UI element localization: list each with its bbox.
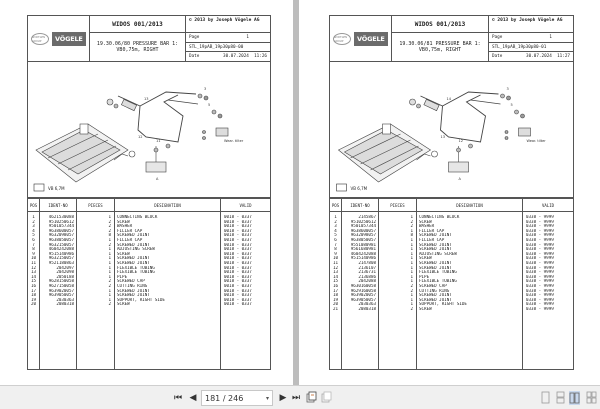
table-cell: 0338 - 9999: [526, 242, 554, 247]
table-cell: 1: [108, 215, 111, 219]
table-cell: 18: [30, 293, 37, 298]
table-cell: SCREW: [117, 251, 130, 256]
table-cell: 1: [410, 279, 413, 284]
table-cell: 0338 - 9999: [526, 251, 554, 256]
doc-title: WIDOS 001/2013: [90, 16, 186, 32]
page-number-input[interactable]: [201, 390, 273, 406]
chevron-down-icon[interactable]: ▾: [265, 394, 269, 402]
table-cell: 0018 - 0337: [224, 224, 252, 229]
table-cell: 9632098057: [350, 233, 376, 238]
table-cell: 2: [108, 228, 111, 233]
table-cell: SCREWED JOINT: [117, 293, 150, 298]
table-cell: 1: [108, 237, 111, 242]
svg-text:VB 6,7M: VB 6,7M: [48, 186, 65, 191]
table-cell: SCREWED JOINT: [117, 242, 150, 247]
table-cell: 1: [410, 293, 413, 298]
table-cell: 2030363: [358, 302, 376, 307]
table-cell: ADJUSTING SCREW: [117, 247, 155, 252]
table-cell: 2: [108, 279, 111, 284]
table-cell: SCREW: [419, 256, 432, 261]
table-cell: SCREW: [419, 306, 432, 311]
table-cell: 9501057344: [48, 224, 74, 229]
svg-text:14: 14: [446, 97, 451, 101]
table-cell: 9: [334, 251, 337, 256]
date-value: 30.07.2024: [223, 54, 249, 60]
previous-page-icon[interactable]: ◀: [189, 393, 197, 403]
table-cell: 0338 - 9999: [526, 279, 554, 284]
table-cell: 0018 - 0337: [224, 242, 252, 247]
table-cell: 20: [30, 302, 37, 307]
table-cell: SCREWED JOINT: [117, 260, 150, 265]
svg-text:VB 6,7M: VB 6,7M: [350, 186, 368, 191]
table-cell: 7: [334, 242, 337, 247]
table-cell: SCREWED JOINT: [419, 293, 452, 298]
page-label: Page: [492, 34, 503, 40]
table-cell: 2: [32, 219, 35, 224]
table-cell: 6: [334, 237, 337, 242]
table-cell: 1: [410, 265, 413, 270]
table-cell: CONNECTING BLOCK: [419, 215, 460, 219]
table-cell: 1: [108, 256, 111, 261]
table-cell: 19: [30, 297, 37, 302]
table-cell: SCREWED JOINT: [419, 260, 452, 265]
time-value: 11:26: [254, 54, 267, 60]
table-cell: 2: [410, 283, 413, 288]
two-page-continuous-view-icon[interactable]: [586, 391, 597, 405]
table-cell: FILLER CAP: [419, 237, 445, 242]
table-cell: SCREWED JOINT: [419, 233, 452, 238]
table-cell: 1: [108, 247, 111, 252]
table-cell: 0338 - 9999: [526, 288, 554, 293]
last-page-icon[interactable]: ⏭: [291, 393, 301, 403]
table-cell: 9639020057: [48, 288, 74, 293]
page-value: 1: [246, 34, 249, 40]
table-cell: CUTTING RING: [419, 288, 450, 293]
table-cell: FLEXIBLE TUBING: [117, 270, 155, 275]
table-cell: 9627150058: [48, 283, 74, 288]
table-cell: 0018 - 0337: [224, 288, 252, 293]
table-cell: 8: [334, 247, 337, 252]
table-cell: 0338 - 9999: [526, 233, 554, 238]
table-cell: SCREW: [419, 219, 432, 224]
vogele-logo: VÖGELE: [52, 32, 86, 46]
machine-icon: [337, 184, 368, 191]
svg-text:5: 5: [510, 103, 513, 107]
table-cell: SUPPORT, RIGHT SIDE: [117, 297, 165, 302]
table-cell: 0018 - 0337: [224, 247, 252, 252]
table-cell: 1: [410, 256, 413, 261]
page-left: [0, 0, 293, 385]
next-page-icon[interactable]: ▶: [279, 393, 287, 403]
table-cell: 7: [32, 242, 35, 247]
table-cell: 1: [410, 302, 413, 307]
svg-text:A: A: [156, 177, 159, 181]
svg-text:12: 12: [138, 135, 143, 139]
table-cell: 0018 - 0337: [224, 297, 252, 302]
date-label: Date: [189, 54, 200, 60]
table-cell: CONNECTING BLOCK: [117, 215, 158, 219]
copy-page-icon[interactable]: [306, 391, 317, 404]
table-cell: 5: [32, 233, 35, 238]
table-cell: 0338 - 9999: [526, 228, 554, 233]
table-cell: 2050188: [56, 274, 74, 279]
table-cell: SCREWED JOINT: [117, 233, 150, 238]
table-cell: FLEXIBLE TUBING: [419, 270, 457, 275]
description-line-1: 19.30.06/81 PRESSURE BAR 1:: [399, 40, 481, 47]
table-cell: 9632150057: [48, 256, 74, 261]
table-cell: 2136886: [358, 274, 376, 279]
table-cell: 9: [32, 251, 35, 256]
svg-text:11: 11: [156, 139, 161, 143]
table-cell: 9521180863: [48, 260, 74, 265]
parts-table: [329, 198, 574, 370]
table-cell: 0338 - 9999: [526, 283, 554, 288]
table-cell: 1: [410, 260, 413, 265]
table-cell: 10: [30, 256, 37, 261]
vogele-logo: VÖGELE: [354, 32, 388, 46]
copyright: © 2013 by Joseph Vögele AG: [492, 18, 563, 23]
table-cell: 12: [30, 265, 37, 270]
date-value: 30.07.2024: [526, 54, 552, 60]
table-cell: 1: [108, 270, 111, 275]
table-cell: 1: [334, 215, 337, 219]
table-cell: 14: [332, 274, 339, 279]
copyright: © 2013 by Joseph Vögele AG: [189, 18, 260, 23]
table-cell: PIPE: [117, 274, 128, 279]
table-cell: 9639050057: [350, 297, 376, 302]
table-cell: 2080318: [56, 302, 74, 307]
table-cell: 2: [410, 224, 413, 229]
table-cell: 2042097: [56, 265, 74, 270]
table-cell: 1: [108, 288, 111, 293]
navigation-toolbar: [0, 385, 600, 409]
table-cell: 0338 - 9999: [526, 274, 554, 279]
table-cell: 13: [30, 270, 37, 275]
table-cell: 9632150057: [48, 242, 74, 247]
table-cell: 8: [32, 247, 35, 252]
svg-text:A: A: [458, 177, 461, 181]
table-cell: SCREWED JOINT: [419, 265, 452, 270]
table-cell: 17: [332, 288, 339, 293]
table-cell: 0338 - 9999: [526, 256, 554, 261]
table-cell: 0338 - 9999: [526, 265, 554, 270]
page-right: [299, 0, 600, 385]
table-header: [28, 199, 270, 212]
table-cell: 13: [332, 270, 339, 275]
table-cell: SCREWED JOINT: [117, 256, 150, 261]
table-cell: 0338 - 9999: [526, 219, 554, 224]
table-cell: 15: [332, 279, 339, 284]
table-cell: 9638600057: [48, 228, 74, 233]
table-cell: 2042098: [56, 270, 74, 275]
table-cell: SCREWED JOINT: [117, 288, 150, 293]
col-pos: POS: [330, 199, 342, 211]
table-cell: 1: [108, 293, 111, 298]
table-cell: 0018 - 0337: [224, 233, 252, 238]
table-cell: 2080318: [358, 306, 376, 311]
page-label: Page: [189, 34, 200, 40]
table-body: [28, 212, 270, 369]
table-cell: 8: [410, 233, 413, 238]
doc-id: STL_19pAB_19p30p80-00: [189, 44, 244, 50]
table-cell: 0338 - 9999: [526, 306, 554, 311]
title-block: [329, 15, 574, 62]
wirtgen-logo: WIRTGEN GROUP: [31, 33, 49, 45]
table-cell: 1: [410, 251, 413, 256]
table-cell: 0018 - 0337: [224, 260, 252, 265]
table-cell: 2147808: [358, 260, 376, 265]
table-cell: 6: [32, 237, 35, 242]
table-cell: 2: [108, 219, 111, 224]
table-cell: SCREW: [117, 219, 130, 224]
table-cell: 1: [32, 215, 35, 219]
svg-text:13: 13: [144, 97, 149, 101]
table-cell: 0338 - 9999: [526, 302, 554, 307]
logos: [330, 16, 392, 61]
table-cell: 0338 - 9999: [526, 247, 554, 252]
table-cell: 10: [332, 256, 339, 261]
table-header: [330, 199, 573, 212]
table-cell: 2: [410, 306, 413, 311]
table-cell: 9638600057: [350, 228, 376, 233]
table-cell: 11: [332, 260, 339, 265]
page-value: 1: [549, 34, 552, 40]
table-cell: 0018 - 0337: [224, 215, 252, 219]
machine-icon: [34, 184, 65, 191]
pressure-bar-diagram: [330, 62, 574, 198]
table-cell: CUTTING RING: [117, 283, 148, 288]
table-cell: 2145867: [358, 215, 376, 219]
table-cell: 9515140986: [350, 256, 376, 261]
table-cell: 3: [32, 224, 35, 229]
table-cell: 4: [334, 228, 337, 233]
table-cell: 18: [332, 293, 339, 298]
table-cell: 17: [30, 288, 37, 293]
parts-table: [27, 198, 271, 370]
table-cell: 0338 - 9999: [526, 224, 554, 229]
col-valid: VALID: [239, 202, 252, 208]
table-cell: 0018 - 0337: [224, 219, 252, 224]
table-cell: 4: [32, 228, 35, 233]
table-cell: 2136107: [358, 265, 376, 270]
table-cell: ADJUSTING SCREW: [419, 251, 457, 256]
table-cell: PIPE: [419, 274, 430, 279]
table-cell: 9515140986: [48, 251, 74, 256]
table-cell: 0018 - 0337: [224, 228, 252, 233]
table-cell: 11: [30, 260, 37, 265]
table-cell: SUPPORT, RIGHT SIDE: [419, 302, 467, 307]
assembly-description: [90, 33, 186, 61]
date-label: Date: [492, 54, 503, 60]
table-cell: 0018 - 0337: [224, 302, 252, 307]
title-block: [27, 15, 271, 62]
svg-text:Wear. tilter: Wear. tilter: [526, 139, 546, 143]
table-cell: 0018 - 0337: [224, 270, 252, 275]
description-line-1: 19.30.06/80 PRESSURE BAR 1:: [96, 40, 179, 47]
table-cell: 2: [334, 219, 337, 224]
svg-text:3: 3: [204, 87, 207, 91]
col-pos: POS: [28, 199, 40, 211]
table-cell: SCREWED CAP: [419, 283, 447, 288]
single-page-view-icon[interactable]: [540, 391, 551, 405]
table-cell: 0018 - 0337: [224, 265, 252, 270]
table-cell: 12: [332, 265, 339, 270]
table-cell: SCREWED JOINT: [419, 297, 452, 302]
table-cell: 1: [108, 297, 111, 302]
table-cell: 9628150058: [48, 279, 74, 284]
table-cell: 1: [108, 265, 111, 270]
table-cell: 0338 - 9999: [526, 293, 554, 298]
two-page-view-icon[interactable]: [569, 391, 580, 405]
table-cell: FILLER CAP: [117, 237, 143, 242]
table-cell: 1: [410, 237, 413, 242]
table-cell: 0018 - 0337: [224, 293, 252, 298]
table-cell: 1: [410, 270, 413, 275]
table-cell: 0338 - 9999: [526, 260, 554, 265]
table-cell: 0018 - 0337: [224, 279, 252, 284]
table-cell: 1: [108, 260, 111, 265]
table-cell: 9630160058: [350, 283, 376, 288]
table-cell: 0338 - 9999: [526, 270, 554, 275]
table-cell: 0018 - 0337: [224, 283, 252, 288]
continuous-view-icon[interactable]: [555, 391, 566, 405]
table-cell: 0018 - 0337: [224, 256, 252, 261]
table-cell: FLEXIBLE TUBING: [419, 279, 457, 284]
table-cell: FILLER CAP: [117, 228, 143, 233]
table-cell: 2136731: [358, 270, 376, 275]
table-cell: 2: [410, 288, 413, 293]
table-cell: 19: [332, 297, 339, 302]
table-cell: 0338 - 9999: [526, 215, 554, 219]
meta-block: [489, 33, 573, 61]
table-cell: WASHER: [419, 224, 435, 229]
table-cell: 2: [108, 242, 111, 247]
table-cell: 2042088: [358, 279, 376, 284]
logos: [28, 16, 90, 61]
table-cell: 0018 - 0337: [224, 274, 252, 279]
table-cell: 0018 - 0337: [224, 251, 252, 256]
assembly-description: [392, 33, 489, 61]
svg-text:Wear. tilter: Wear. tilter: [224, 139, 244, 143]
time-value: 11:27: [557, 54, 570, 60]
table-cell: 1: [108, 274, 111, 279]
doc-title: WIDOS 001/2013: [392, 16, 489, 32]
table-cell: 9639050057: [48, 293, 74, 298]
table-cell: FILLER CAP: [419, 228, 445, 233]
table-cell: 9510250612: [48, 219, 74, 224]
table-cell: SCREWED CAP: [117, 279, 145, 284]
table-cell: 0018 - 0337: [224, 237, 252, 242]
table-cell: 9629160058: [350, 288, 376, 293]
table-cell: 16: [332, 283, 339, 288]
table-cell: 1: [410, 228, 413, 233]
table-body: [330, 212, 573, 369]
table-cell: 1: [410, 247, 413, 252]
table-cell: 1: [410, 297, 413, 302]
table-cell: 4621530088: [48, 215, 74, 219]
table-cell: 9639020057: [350, 293, 376, 298]
table-cell: 0338 - 9999: [526, 297, 554, 302]
table-cell: 2: [410, 219, 413, 224]
table-cell: SCREWED JOINT: [419, 247, 452, 252]
table-cell: 9638050057: [48, 237, 74, 242]
table-cell: 20: [332, 302, 339, 307]
page-indicator: 181 / 246: [205, 393, 244, 403]
table-cell: 3: [334, 224, 337, 229]
table-cell: WASHER: [117, 224, 133, 229]
table-cell: 9551080981: [350, 242, 376, 247]
table-cell: FLEXIBLE TUBING: [117, 265, 155, 270]
table-cell: 9510250612: [350, 219, 376, 224]
table-cell: 9561680981: [350, 247, 376, 252]
col-designation: DESIGNATION: [417, 199, 523, 211]
paste-page-icon[interactable]: [321, 391, 332, 404]
svg-text:13: 13: [440, 135, 445, 139]
svg-text:12: 12: [458, 139, 463, 143]
table-cell: 4604242088: [48, 247, 74, 252]
pressure-bar-diagram: [28, 62, 271, 198]
exploded-drawing: [27, 62, 271, 198]
table-cell: 2: [108, 224, 111, 229]
table-cell: 16: [30, 283, 37, 288]
table-cell: 2: [108, 302, 111, 307]
table-cell: 9501057344: [350, 224, 376, 229]
meta-block: [186, 33, 270, 61]
table-cell: 1: [410, 274, 413, 279]
table-cell: 8: [108, 233, 111, 238]
wirtgen-logo: WIRTGEN GROUP: [333, 33, 351, 45]
table-cell: SCREWED JOINT: [419, 242, 452, 247]
col-pieces: PIECES: [379, 199, 417, 211]
exploded-drawing: [329, 62, 574, 198]
table-cell: 5: [334, 233, 337, 238]
table-cell: 9638050057: [350, 237, 376, 242]
table-cell: 21: [332, 306, 339, 311]
table-cell: 1: [108, 251, 111, 256]
table-cell: SCREW: [117, 302, 130, 307]
table-cell: 0338 - 9999: [526, 237, 554, 242]
col-valid: VALID: [541, 202, 555, 208]
table-cell: 9632098057: [48, 233, 74, 238]
svg-text:5: 5: [208, 103, 211, 107]
description-line-2: VB0,75m, RIGHT: [418, 47, 462, 53]
table-cell: 14: [30, 274, 37, 279]
first-page-icon[interactable]: ⏮: [173, 393, 183, 403]
table-cell: 2030363: [56, 297, 74, 302]
table-cell: 2: [108, 283, 111, 288]
col-ident-no: IDENT-NO: [342, 199, 379, 211]
table-cell: 4604242088: [350, 251, 376, 256]
description-line-2: VB0,75m, RIGHT: [116, 47, 159, 53]
table-cell: 15: [30, 279, 37, 284]
col-ident-no: IDENT-NO: [40, 199, 77, 211]
svg-text:3: 3: [506, 87, 509, 91]
doc-id: STL_19pAB_19p30p80-01: [492, 44, 547, 50]
col-pieces: PIECES: [77, 199, 115, 211]
table-cell: 1: [410, 242, 413, 247]
col-designation: DESIGNATION: [115, 199, 221, 211]
table-cell: 1: [410, 215, 413, 219]
